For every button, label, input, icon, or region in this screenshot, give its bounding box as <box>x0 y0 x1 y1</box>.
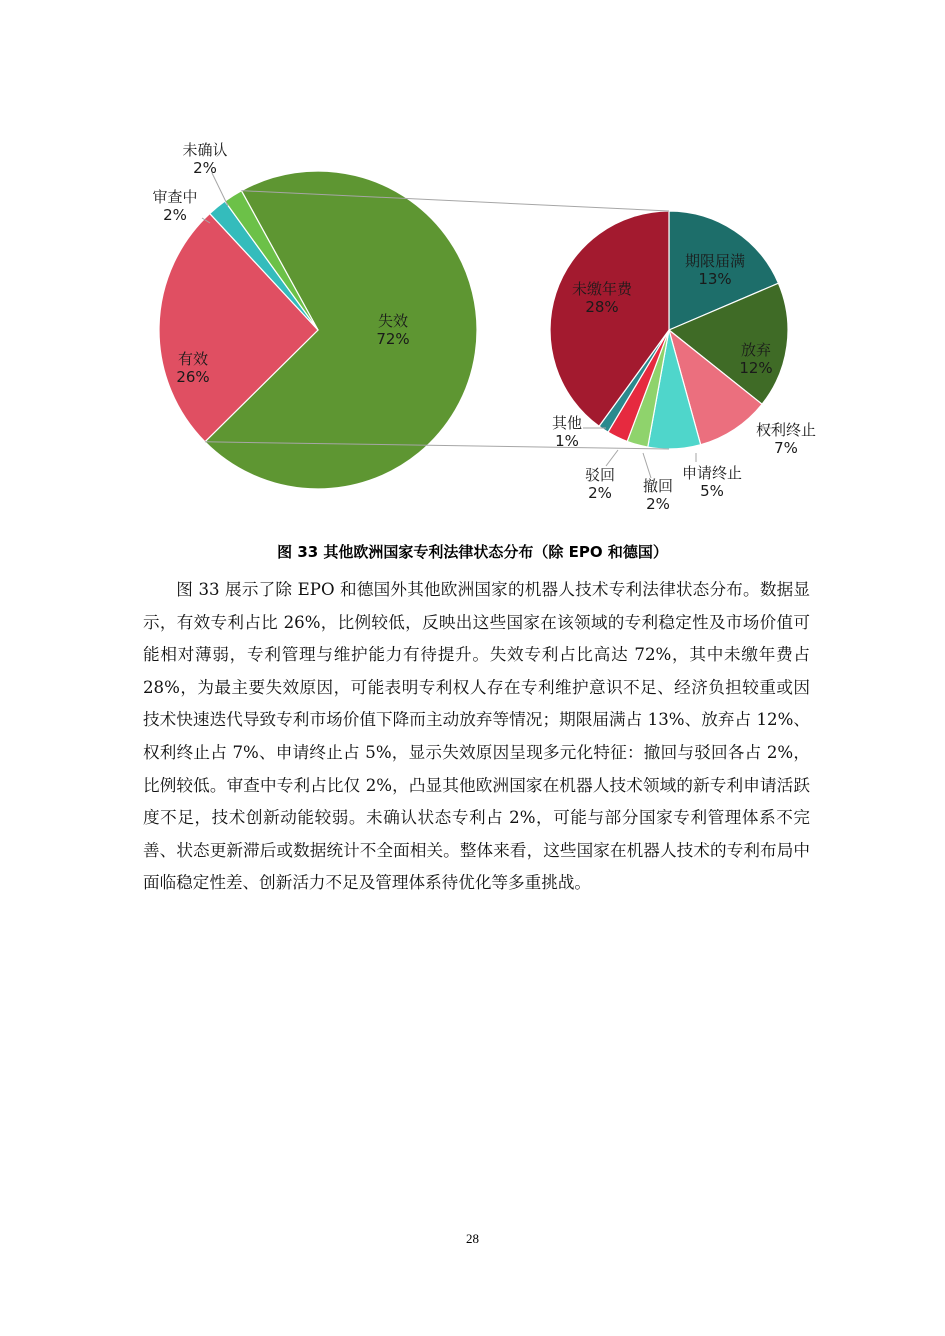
pie-of-pie-chart <box>140 110 855 535</box>
figure-caption: 图 33 其他欧洲国家专利法律状态分布（除 EPO 和德国） <box>277 543 668 561</box>
detail-leader-驳回 <box>606 450 618 466</box>
detail-label-期限届满: 期限届满 13% <box>684 252 746 288</box>
body-paragraph-block <box>143 574 810 900</box>
main-leader-未确认 <box>212 173 228 206</box>
detail-label-未缴年费: 未缴年费 28% <box>571 280 633 316</box>
main-label-审查中: 审查中 2% <box>152 188 198 224</box>
main-label-失效: 失效 72% <box>376 312 410 348</box>
page-number: 28 <box>466 1231 479 1246</box>
body-paragraph: 图 33 展示了除 EPO 和德国外其他欧洲国家的机器人技术专利法律状态分布。数据显示，有效专利占比 26%，比例较低，反映出这些国家在该领域的专利稳定性及市场价值可能相对薄弱，专利管理与维护能力有待提升。失效专利占比高达 72%，其中未缴年费占 28%，为最主要失效原因，可能表明专利权人存在专利维护意识不足、经济负担较重或因技术快速迭代导致专利市场价值下降而主动放弃等情况；期限届满占 13%、放弃占 12%、权利终止占 7%、申请终止占 5%，显示失效原因呈现多元化特征：撤回与驳回各占 2%，比例较低。审查中专利占比仅 2%，凸显其他欧洲国家在机器人技术领域的新专利申请活跃度不足，技术创新动能较弱。未确认状态专利占 2%，可能与部分国家专利管理体系不完善、状态更新滞后或数据统计不全面相关。整体来看，这些国家在机器人技术的专利布局中面临稳定性差、创新活力不足及管理体系待优化等多重挑战。 <box>143 580 810 893</box>
main-label-未确认: 未确认 2% <box>182 141 228 177</box>
detail-label-权利终止: 权利终止 7% <box>755 421 817 457</box>
detail-label-放弃: 放弃 12% <box>739 341 773 377</box>
main-label-有效: 有效 26% <box>176 350 210 386</box>
detail-label-撤回: 撤回 2% <box>642 477 674 513</box>
detail-label-申请终止: 申请终止 5% <box>681 464 743 500</box>
detail-label-其他: 其他 1% <box>551 414 583 450</box>
detail-label-驳回: 驳回 2% <box>584 466 616 502</box>
detail-leader-撤回 <box>643 453 651 478</box>
